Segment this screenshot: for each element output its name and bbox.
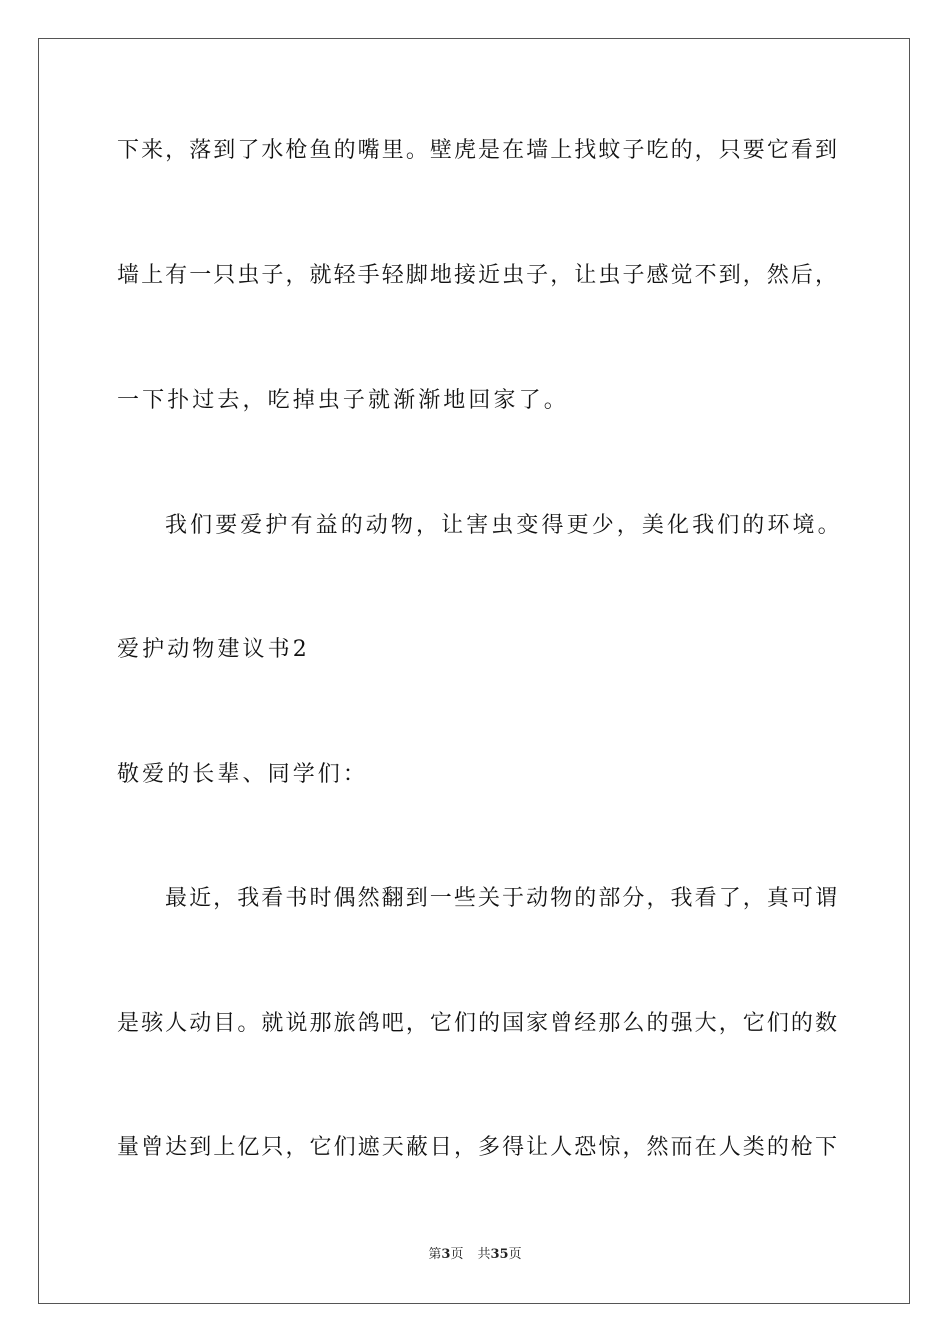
- body-line-1: 下来，落到了水枪鱼的嘴里。壁虎是在墙上找蚊子吃的，只要它看到: [117, 138, 837, 163]
- body-line-5: 最近，我看书时偶然翻到一些关于动物的部分，我看了，真可谓: [165, 886, 837, 911]
- footer-total-pages: 35: [490, 1247, 509, 1262]
- body-line-7: 量曾达到上亿只，它们遮天蔽日，多得让人恐惊，然而在人类的枪下: [117, 1135, 837, 1160]
- body-line-6: 是骇人动目。就说那旅鸽吧，它们的国家曾经那么的强大，它们的数: [117, 1011, 837, 1036]
- footer-page-suffix: 页: [450, 1247, 464, 1262]
- page-border: [38, 38, 910, 1304]
- body-line-2: 墙上有一只虫子，就轻手轻脚地接近虫子，让虫子感觉不到，然后，: [117, 263, 837, 288]
- body-line-4: 我们要爱护有益的动物，让害虫变得更少，美化我们的环境。: [165, 513, 843, 538]
- salutation: 敬爱的长辈、同学们：: [117, 762, 369, 787]
- footer-page-prefix: 第: [428, 1247, 442, 1262]
- page-footer: [0, 1246, 950, 1264]
- footer-current-page: 3: [441, 1247, 451, 1262]
- body-line-3: 一下扑过去，吃掉虫子就渐渐地回家了。: [117, 388, 569, 413]
- footer-total-suffix: 页: [508, 1247, 522, 1262]
- footer-total-prefix: 共: [477, 1247, 491, 1262]
- section-heading: 爱护动物建议书2: [117, 637, 310, 662]
